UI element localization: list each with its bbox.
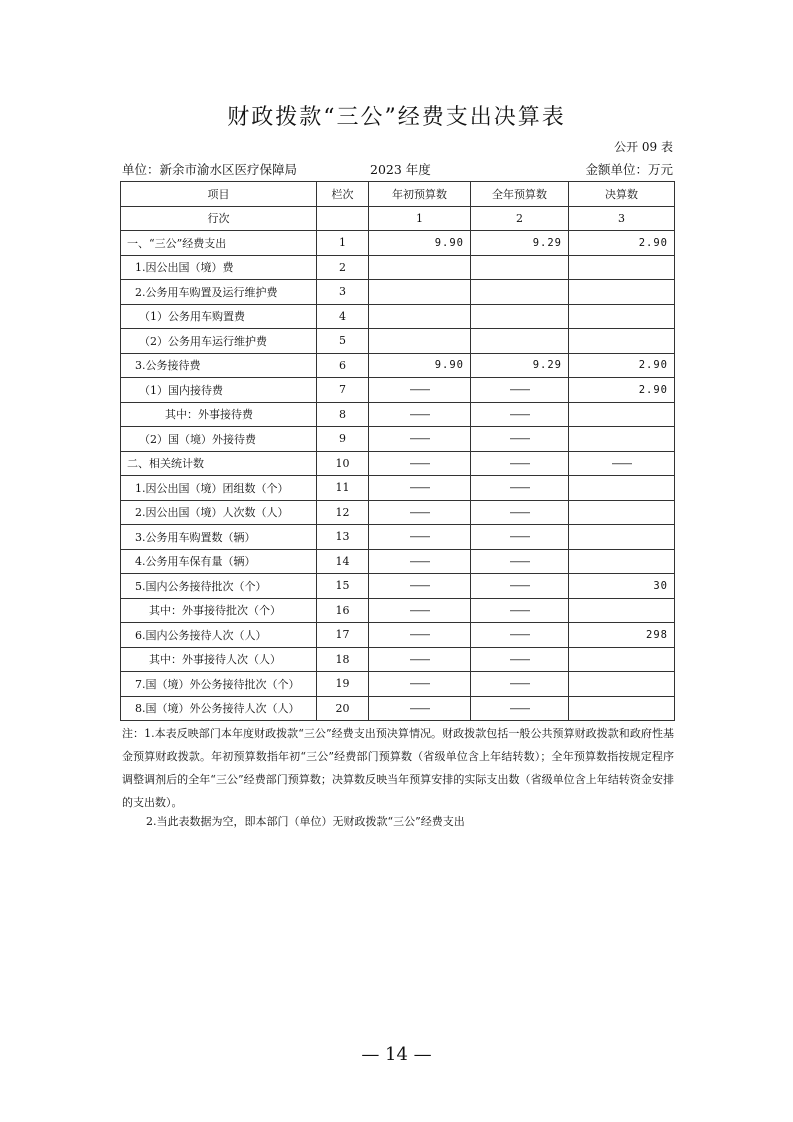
- row-item-label: 3.公务接待费: [121, 353, 317, 378]
- row-final: 30: [569, 574, 675, 599]
- row-final: [569, 598, 675, 623]
- amount-unit-label: 金额单位：万元: [585, 162, 673, 177]
- subheader-c2: 2: [471, 206, 569, 231]
- row-item-label: 4.公务用车保有量（辆）: [121, 549, 317, 574]
- row-item-label: 8.国（境）外公务接待人次（人）: [121, 696, 317, 721]
- row-budget-full: ——: [471, 451, 569, 476]
- row-col-number: 3: [317, 280, 369, 305]
- row-budget-initial: ——: [369, 451, 471, 476]
- row-item-label: 其中：外事接待费: [121, 402, 317, 427]
- row-budget-full: ——: [471, 574, 569, 599]
- row-final: [569, 500, 675, 525]
- row-final: [569, 402, 675, 427]
- row-item-label: 1.因公出国（境）费: [121, 255, 317, 280]
- row-budget-initial: [369, 255, 471, 280]
- expense-table: [120, 181, 675, 721]
- row-budget-initial: [369, 304, 471, 329]
- row-final: [569, 304, 675, 329]
- row-col-number: 20: [317, 696, 369, 721]
- table-row: [121, 427, 675, 452]
- row-budget-full: [471, 280, 569, 305]
- row-col-number: 8: [317, 402, 369, 427]
- header-final: 决算数: [569, 182, 675, 207]
- row-final: 2.90: [569, 378, 675, 403]
- page-number: — 14 —: [361, 1044, 432, 1065]
- row-final: ——: [569, 451, 675, 476]
- row-budget-initial: [369, 280, 471, 305]
- row-final: [569, 476, 675, 501]
- row-budget-full: ——: [471, 696, 569, 721]
- row-budget-full: [471, 255, 569, 280]
- row-item-label: 7.国（境）外公务接待批次（个）: [121, 672, 317, 697]
- row-budget-initial: 9.90: [369, 353, 471, 378]
- subheader-c3: 3: [569, 206, 675, 231]
- row-budget-full: 9.29: [471, 353, 569, 378]
- row-budget-initial: ——: [369, 402, 471, 427]
- year-label: 2023 年度: [370, 162, 431, 177]
- row-item-label: 二、相关统计数: [121, 451, 317, 476]
- row-final: [569, 255, 675, 280]
- row-budget-full: ——: [471, 476, 569, 501]
- table-row: [121, 574, 675, 599]
- row-item-label: 6.国内公务接待人次（人）: [121, 623, 317, 648]
- row-col-number: 15: [317, 574, 369, 599]
- row-col-number: 13: [317, 525, 369, 550]
- row-budget-initial: ——: [369, 623, 471, 648]
- row-final: [569, 280, 675, 305]
- row-final: [569, 672, 675, 697]
- row-col-number: 19: [317, 672, 369, 697]
- row-budget-full: ——: [471, 647, 569, 672]
- row-final: 298: [569, 623, 675, 648]
- row-budget-initial: ——: [369, 672, 471, 697]
- row-budget-initial: [369, 329, 471, 354]
- row-budget-full: [471, 329, 569, 354]
- table-subheader-row: [121, 206, 675, 231]
- row-budget-initial: ——: [369, 696, 471, 721]
- table-row: [121, 329, 675, 354]
- row-budget-full: 9.29: [471, 231, 569, 256]
- row-item-label: （2）公务用车运行维护费: [121, 329, 317, 354]
- row-col-number: 7: [317, 378, 369, 403]
- row-col-number: 18: [317, 647, 369, 672]
- row-item-label: （1）国内接待费: [121, 378, 317, 403]
- row-item-label: 1.因公出国（境）团组数（个）: [121, 476, 317, 501]
- row-budget-full: ——: [471, 672, 569, 697]
- row-final: 2.90: [569, 231, 675, 256]
- row-col-number: 6: [317, 353, 369, 378]
- row-budget-full: ——: [471, 500, 569, 525]
- row-item-label: 3.公务用车购置数（辆）: [121, 525, 317, 550]
- table-row: [121, 525, 675, 550]
- row-budget-initial: ——: [369, 476, 471, 501]
- table-row: [121, 598, 675, 623]
- table-row: [121, 378, 675, 403]
- row-item-label: 2.因公出国（境）人次数（人）: [121, 500, 317, 525]
- row-budget-initial: ——: [369, 525, 471, 550]
- page-title: 财政拨款“三公”经费支出决算表: [227, 105, 566, 130]
- table-row: [121, 623, 675, 648]
- row-budget-full: [471, 304, 569, 329]
- table-row: [121, 402, 675, 427]
- row-budget-initial: ——: [369, 378, 471, 403]
- table-row: [121, 500, 675, 525]
- table-row: [121, 231, 675, 256]
- table-row: [121, 280, 675, 305]
- subheader-col: [317, 206, 369, 231]
- header-item: 项目: [121, 182, 317, 207]
- row-item-label: 5.国内公务接待批次（个）: [121, 574, 317, 599]
- row-budget-full: ——: [471, 549, 569, 574]
- row-col-number: 1: [317, 231, 369, 256]
- row-col-number: 5: [317, 329, 369, 354]
- row-budget-initial: ——: [369, 500, 471, 525]
- row-final: [569, 549, 675, 574]
- note-2: 2.当此表数据为空，即本部门（单位）无财政拨款“三公”经费支出: [146, 815, 465, 828]
- row-col-number: 12: [317, 500, 369, 525]
- row-budget-initial: 9.90: [369, 231, 471, 256]
- row-budget-initial: ——: [369, 574, 471, 599]
- header-col: 栏次: [317, 182, 369, 207]
- subheader-c1: 1: [369, 206, 471, 231]
- row-col-number: 10: [317, 451, 369, 476]
- row-budget-initial: ——: [369, 647, 471, 672]
- row-final: [569, 525, 675, 550]
- row-final: [569, 696, 675, 721]
- row-item-label: 一、“三公”经费支出: [121, 231, 317, 256]
- note-1: 注：1.本表反映部门本年度财政拨款“三公”经费支出预决算情况。财政拨款包括一般公共预算财政拨款和政府性基金预算财政拨款。年初预算数指年初“三公”经费部门预算数（省级单位含上年结转数）；全年预算数指按规定程序调整调剂后的全年“三公”经费部门预算数；决算数反映当年预算安排的实际支出数（省级单位含上年结转资金安排的支出数）。: [122, 727, 674, 809]
- row-final: [569, 427, 675, 452]
- row-item-label: （1）公务用车购置费: [121, 304, 317, 329]
- row-final: [569, 647, 675, 672]
- table-row: [121, 353, 675, 378]
- unit-label: 单位：新余市渝水区医疗保障局: [122, 162, 298, 177]
- row-budget-full: ——: [471, 623, 569, 648]
- table-header-row: [121, 182, 675, 207]
- header-budget-initial: 年初预算数: [369, 182, 471, 207]
- row-budget-full: ——: [471, 427, 569, 452]
- row-col-number: 4: [317, 304, 369, 329]
- row-final: 2.90: [569, 353, 675, 378]
- row-budget-initial: ——: [369, 598, 471, 623]
- form-number: 公开 09 表: [614, 140, 673, 154]
- row-col-number: 11: [317, 476, 369, 501]
- row-item-label: （2）国（境）外接待费: [121, 427, 317, 452]
- table-row: [121, 647, 675, 672]
- row-budget-full: ——: [471, 378, 569, 403]
- row-final: [569, 329, 675, 354]
- row-budget-initial: ——: [369, 427, 471, 452]
- row-item-label: 2.公务用车购置及运行维护费: [121, 280, 317, 305]
- table-row: [121, 696, 675, 721]
- table-row: [121, 549, 675, 574]
- subheader-item: 行次: [121, 206, 317, 231]
- table-row: [121, 672, 675, 697]
- row-budget-full: ——: [471, 525, 569, 550]
- row-item-label: 其中：外事接待人次（人）: [121, 647, 317, 672]
- row-budget-full: ——: [471, 598, 569, 623]
- row-item-label: 其中：外事接待批次（个）: [121, 598, 317, 623]
- table-row: [121, 451, 675, 476]
- row-budget-initial: ——: [369, 549, 471, 574]
- row-col-number: 14: [317, 549, 369, 574]
- table-row: [121, 255, 675, 280]
- row-col-number: 2: [317, 255, 369, 280]
- row-budget-full: ——: [471, 402, 569, 427]
- table-row: [121, 476, 675, 501]
- row-col-number: 17: [317, 623, 369, 648]
- row-col-number: 16: [317, 598, 369, 623]
- row-col-number: 9: [317, 427, 369, 452]
- header-budget-full: 全年预算数: [471, 182, 569, 207]
- table-row: [121, 304, 675, 329]
